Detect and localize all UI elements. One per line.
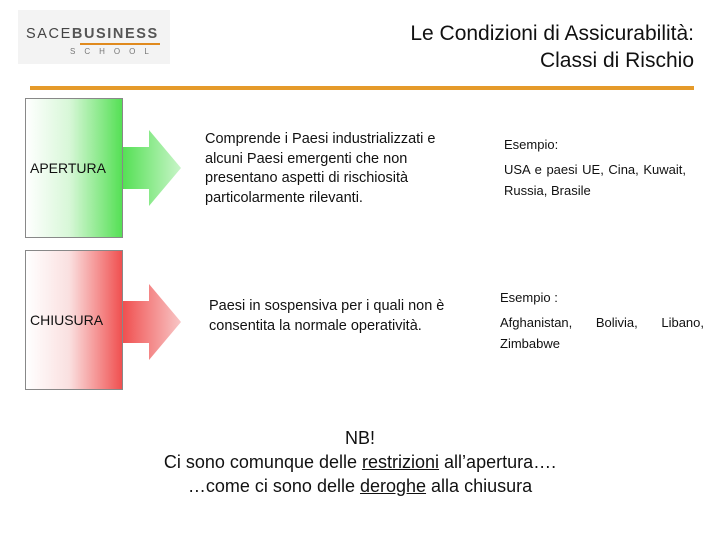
nb-note (100, 426, 620, 498)
apertura-example-text: USA e paesi UE, Cina, Kuwait, Russia, Brasile (504, 162, 686, 198)
logo (18, 10, 170, 64)
apertura-box (25, 98, 123, 238)
chiusura-example-text: Afghanistan, Bolivia, Libano, Zimbabwe (500, 315, 704, 351)
chiusura-label: CHIUSURA (30, 312, 104, 328)
apertura-label: APERTURA (30, 160, 106, 176)
title-line-2: Classi di Rischio (539, 49, 694, 72)
nb-heading: NB! (344, 428, 375, 448)
title-line-1: Le Condizioni di Assicurabilità: (410, 22, 694, 45)
title-divider (30, 86, 694, 90)
logo-wordmark: SACEBUSINESS (26, 26, 159, 42)
restrizioni-underlined: restrizioni (362, 452, 440, 472)
chiusura-description: Paesi in sospensiva per i quali non è consentita la normale operatività. (209, 298, 445, 334)
apertura-example-heading: Esempio: (504, 137, 559, 152)
green-arrow-icon (123, 130, 181, 206)
nb-line-2: Ci sono comunque delle restrizioni all’apertura…. (163, 452, 557, 472)
red-arrow-icon (123, 284, 181, 360)
chiusura-example-heading: Esempio : (500, 290, 558, 305)
logo-subtitle: SCHOOL (70, 47, 158, 56)
deroghe-underlined: deroghe (359, 476, 427, 496)
chiusura-box (25, 250, 123, 390)
page-title (410, 20, 694, 74)
apertura-description: Comprende i Paesi industrializzati e alcuni Paesi emergenti che non presentano aspetti di rischiosità particolarmente rilevanti. (205, 131, 436, 206)
logo-accent-bar (80, 43, 160, 45)
nb-line-3: …come ci sono delle deroghe alla chiusura (187, 476, 533, 496)
